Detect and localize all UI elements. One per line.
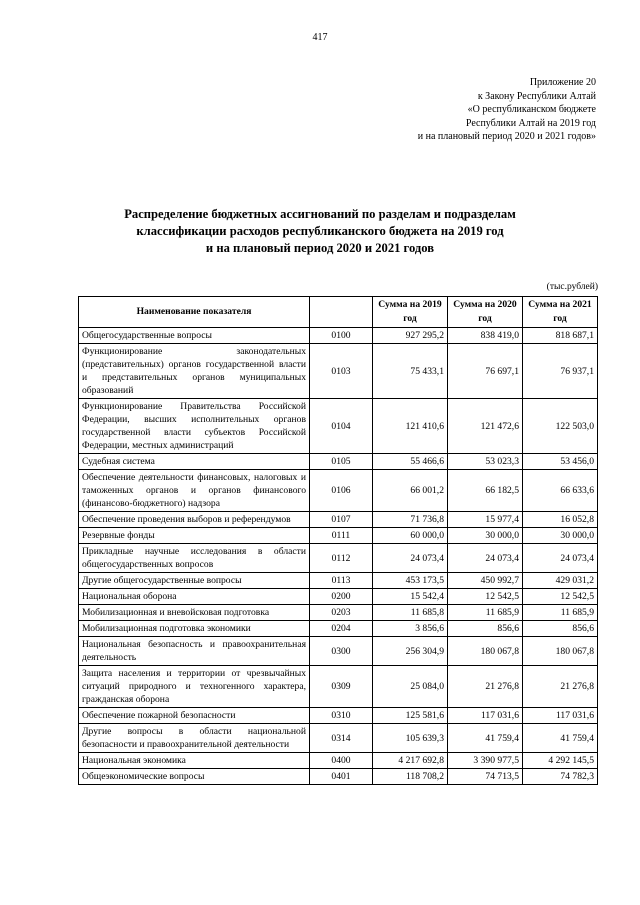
- table-row: [79, 528, 598, 544]
- row-2019-cell: 60 000,0: [373, 528, 448, 544]
- row-code-cell: 0100: [310, 328, 373, 344]
- row-2020-cell: 838 419,0: [448, 328, 523, 344]
- row-code-cell: 0204: [310, 621, 373, 637]
- table-row: [79, 328, 598, 344]
- row-2021-cell: 4 292 145,5: [523, 753, 598, 769]
- row-2019-cell: 3 856,6: [373, 621, 448, 637]
- title-line: и на плановый период 2020 и 2021 годов: [205, 241, 435, 255]
- row-2019-cell: 125 581,6: [373, 708, 448, 724]
- row-2021-cell: 16 052,8: [523, 512, 598, 528]
- row-2021-cell: 66 633,6: [523, 470, 598, 512]
- row-2020-cell: 41 759,4: [448, 724, 523, 753]
- table-body: [79, 328, 598, 785]
- row-code-cell: 0111: [310, 528, 373, 544]
- row-2021-cell: 24 073,4: [523, 544, 598, 573]
- row-2020-cell: 66 182,5: [448, 470, 523, 512]
- row-2020-cell: 21 276,8: [448, 666, 523, 708]
- table-row: [79, 573, 598, 589]
- table-row: [79, 589, 598, 605]
- row-2019-cell: 256 304,9: [373, 637, 448, 666]
- row-2021-cell: 429 031,2: [523, 573, 598, 589]
- row-name-cell: Функционирование законодательных (представительных) органов государственной власти и представительных органов муниципальных образований: [79, 344, 310, 399]
- row-2019-cell: 4 217 692,8: [373, 753, 448, 769]
- row-2019-cell: 71 736,8: [373, 512, 448, 528]
- row-2021-cell: 856,6: [523, 621, 598, 637]
- row-name-cell: Национальная безопасность и правоохранительная деятельность: [79, 637, 310, 666]
- table-row: [79, 708, 598, 724]
- budget-table: [78, 296, 598, 785]
- row-code-cell: 0309: [310, 666, 373, 708]
- table-row: [79, 666, 598, 708]
- row-name-cell: Обеспечение пожарной безопасности: [79, 708, 310, 724]
- row-2020-cell: 180 067,8: [448, 637, 523, 666]
- row-2019-cell: 121 410,6: [373, 399, 448, 454]
- row-name-cell: Другие общегосударственные вопросы: [79, 573, 310, 589]
- row-2021-cell: 74 782,3: [523, 769, 598, 785]
- row-2019-cell: 105 639,3: [373, 724, 448, 753]
- row-name-cell: Судебная система: [79, 454, 310, 470]
- appendix-line: Республики Алтай на 2019 год: [465, 117, 596, 129]
- row-2019-cell: 55 466,6: [373, 454, 448, 470]
- row-name-cell: Национальная экономика: [79, 753, 310, 769]
- row-code-cell: 0103: [310, 344, 373, 399]
- row-name-cell: Прикладные научные исследования в области общегосударственных вопросов: [79, 544, 310, 573]
- table-row: [79, 544, 598, 573]
- row-2020-cell: 12 542,5: [448, 589, 523, 605]
- row-name-cell: Другие вопросы в области национальной безопасности и правоохранительной деятельности: [79, 724, 310, 753]
- row-2021-cell: 818 687,1: [523, 328, 598, 344]
- header-code: [310, 297, 373, 328]
- row-2020-cell: 450 992,7: [448, 573, 523, 589]
- row-2020-cell: 15 977,4: [448, 512, 523, 528]
- title-line: Распределение бюджетных ассигнований по разделам и подразделам: [124, 207, 516, 221]
- row-2020-cell: 121 472,6: [448, 399, 523, 454]
- row-code-cell: 0203: [310, 605, 373, 621]
- table-row: [79, 769, 598, 785]
- row-code-cell: 0310: [310, 708, 373, 724]
- row-code-cell: 0200: [310, 589, 373, 605]
- row-2021-cell: 117 031,6: [523, 708, 598, 724]
- table-row: [79, 621, 598, 637]
- table-row: [79, 637, 598, 666]
- row-2019-cell: 15 542,4: [373, 589, 448, 605]
- row-2020-cell: 117 031,6: [448, 708, 523, 724]
- row-2020-cell: 11 685,9: [448, 605, 523, 621]
- header-2020: Сумма на 2020 год: [448, 297, 523, 328]
- title-line: классификации расходов республиканского бюджета на 2019 год: [136, 224, 504, 238]
- table-row: [79, 454, 598, 470]
- row-2020-cell: 3 390 977,5: [448, 753, 523, 769]
- table-row: [79, 399, 598, 454]
- row-code-cell: 0401: [310, 769, 373, 785]
- header-2019: Сумма на 2019 год: [373, 297, 448, 328]
- row-code-cell: 0112: [310, 544, 373, 573]
- appendix-line: Приложение 20: [529, 77, 596, 88]
- row-2021-cell: 11 685,9: [523, 605, 598, 621]
- page-number: 417: [312, 32, 328, 43]
- row-2019-cell: 453 173,5: [373, 573, 448, 589]
- row-name-cell: Общегосударственные вопросы: [79, 328, 310, 344]
- row-code-cell: 0314: [310, 724, 373, 753]
- row-code-cell: 0104: [310, 399, 373, 454]
- row-name-cell: Обеспечение проведения выборов и референдумов: [79, 512, 310, 528]
- row-2020-cell: 30 000,0: [448, 528, 523, 544]
- row-2020-cell: 24 073,4: [448, 544, 523, 573]
- row-code-cell: 0400: [310, 753, 373, 769]
- row-name-cell: Мобилизационная подготовка экономики: [79, 621, 310, 637]
- table-row: [79, 512, 598, 528]
- table-row: [79, 470, 598, 512]
- header-name: Наименование показателя: [79, 297, 310, 328]
- table-row: [79, 753, 598, 769]
- appendix-line: «О республиканском бюджете: [467, 104, 596, 116]
- row-name-cell: Национальная оборона: [79, 589, 310, 605]
- row-2019-cell: 118 708,2: [373, 769, 448, 785]
- header-2021: Сумма на 2021 год: [523, 297, 598, 328]
- row-2021-cell: 12 542,5: [523, 589, 598, 605]
- row-2021-cell: 122 503,0: [523, 399, 598, 454]
- appendix-header: [418, 76, 596, 144]
- row-2019-cell: 11 685,8: [373, 605, 448, 621]
- row-2021-cell: 180 067,8: [523, 637, 598, 666]
- row-name-cell: Защита населения и территории от чрезвычайных ситуаций природного и техногенного характера, гражданская оборона: [79, 666, 310, 708]
- row-2019-cell: 66 001,2: [373, 470, 448, 512]
- table-row: [79, 724, 598, 753]
- row-2021-cell: 41 759,4: [523, 724, 598, 753]
- appendix-line: и на плановый период 2020 и 2021 годов»: [417, 131, 596, 143]
- row-2021-cell: 76 937,1: [523, 344, 598, 399]
- row-code-cell: 0106: [310, 470, 373, 512]
- row-2019-cell: 927 295,2: [373, 328, 448, 344]
- row-code-cell: 0113: [310, 573, 373, 589]
- appendix-line: к Закону Республики Алтай: [477, 90, 596, 102]
- row-2020-cell: 856,6: [448, 621, 523, 637]
- row-name-cell: Мобилизационная и вневойсковая подготовка: [79, 605, 310, 621]
- row-2021-cell: 53 456,0: [523, 454, 598, 470]
- table-row: [79, 605, 598, 621]
- row-name-cell: Функционирование Правительства Российской Федерации, высших исполнительных органов государственной власти субъектов Российской Федерации, местных администраций: [79, 399, 310, 454]
- units-label: (тыс.рублей): [546, 282, 598, 292]
- row-2021-cell: 30 000,0: [523, 528, 598, 544]
- row-2020-cell: 76 697,1: [448, 344, 523, 399]
- document-title: [70, 206, 570, 257]
- row-name-cell: Обеспечение деятельности финансовых, налоговых и таможенных органов и органов финансового (финансово-бюджетного) надзора: [79, 470, 310, 512]
- table-row: [79, 344, 598, 399]
- row-2019-cell: 25 084,0: [373, 666, 448, 708]
- table-header-row: [79, 297, 598, 328]
- row-2021-cell: 21 276,8: [523, 666, 598, 708]
- row-2020-cell: 74 713,5: [448, 769, 523, 785]
- row-code-cell: 0105: [310, 454, 373, 470]
- row-code-cell: 0300: [310, 637, 373, 666]
- row-name-cell: Резервные фонды: [79, 528, 310, 544]
- row-2020-cell: 53 023,3: [448, 454, 523, 470]
- row-name-cell: Общеэкономические вопросы: [79, 769, 310, 785]
- row-2019-cell: 75 433,1: [373, 344, 448, 399]
- row-2019-cell: 24 073,4: [373, 544, 448, 573]
- row-code-cell: 0107: [310, 512, 373, 528]
